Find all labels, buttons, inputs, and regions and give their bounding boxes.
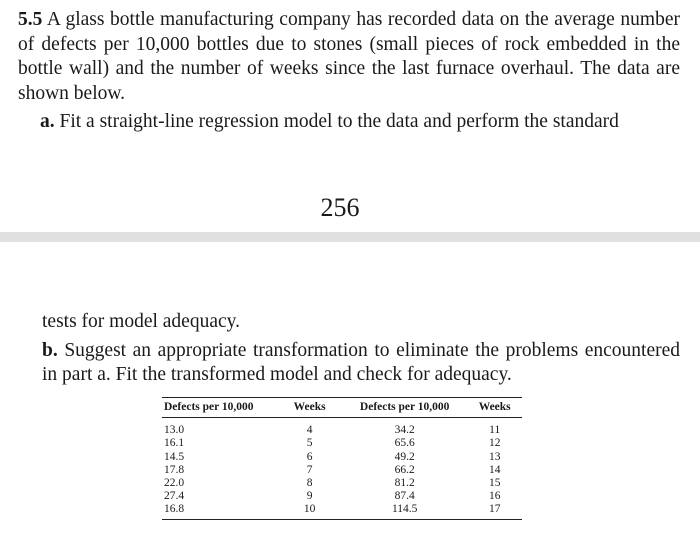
part-a — [40, 110, 680, 135]
table-cell: 65.6 — [394, 437, 415, 450]
table-cell: 22.0 — [164, 477, 185, 490]
page-number: 256 — [320, 193, 360, 222]
table-cell: 87.4 — [394, 490, 415, 503]
table-cell: 13 — [488, 450, 501, 463]
table-cell: 7 — [306, 463, 313, 476]
table-cell: 16.8 — [162, 503, 277, 519]
table-row — [162, 490, 522, 503]
problem-number: 5.5 — [18, 9, 43, 30]
problem-top-block — [18, 8, 680, 135]
table-cell: 34.2 — [394, 424, 415, 437]
table-row — [162, 464, 522, 477]
table-cell: 14.5 — [164, 450, 185, 463]
table-cell: 11 — [489, 424, 501, 437]
table-row — [162, 503, 522, 519]
table-cell: 27.4 — [164, 490, 185, 503]
part-b-text: Suggest an appropriate transformation to eliminate the problems encountered in part a. Fit the transformed model and check for adequacy. — [42, 339, 681, 385]
header-defects-1: Defects per 10,000 — [162, 398, 277, 418]
table-cell: 17 — [467, 503, 522, 519]
table-row — [162, 451, 522, 464]
table-cell: 5 — [306, 437, 313, 450]
table-cell: 66.2 — [394, 463, 415, 476]
table-cell: 15 — [488, 477, 501, 490]
part-a-continued: tests for model adequacy. — [42, 311, 240, 332]
table-cell: 14 — [488, 463, 501, 476]
table-cell: 16.1 — [164, 437, 185, 450]
table-row — [162, 437, 522, 450]
table-cell: 17.8 — [164, 463, 185, 476]
part-b-label: b. — [42, 339, 58, 361]
header-defects-2: Defects per 10,000 — [342, 398, 467, 418]
table-cell: 8 — [306, 477, 313, 490]
problem-intro — [18, 8, 680, 106]
table-row — [162, 418, 522, 438]
part-a-label: a. — [40, 111, 55, 132]
table-cell: 49.2 — [394, 450, 415, 463]
table-row — [162, 477, 522, 490]
table-cell: 81.2 — [394, 477, 415, 490]
part-a-text: Fit a straight-line regression model to the data and perform the standard — [59, 111, 619, 132]
table-cell: 12 — [488, 437, 501, 450]
table-cell: 10 — [277, 503, 342, 519]
table-cell: 6 — [306, 450, 313, 463]
table-cell: 114.5 — [342, 503, 467, 519]
part-b — [42, 339, 680, 388]
table-cell: 4 — [306, 424, 313, 437]
table-header-row — [162, 398, 522, 418]
problem-bottom-block — [42, 310, 680, 388]
defects-weeks-table — [162, 397, 522, 520]
table-cell: 9 — [306, 490, 313, 503]
problem-intro-text: A glass bottle manufacturing company has recorded data on the average number of defects per 10,000 bottles due to stones (small pieces of rock embedded in the bottle wall) and the number of weeks since the last furnace overhaul. The data are shown below. — [18, 9, 680, 104]
header-weeks-1: Weeks — [277, 398, 342, 418]
table-cell: 16 — [488, 490, 501, 503]
table-cell: 13.0 — [164, 424, 185, 437]
header-weeks-2: Weeks — [467, 398, 522, 418]
page-break-divider — [0, 232, 700, 242]
